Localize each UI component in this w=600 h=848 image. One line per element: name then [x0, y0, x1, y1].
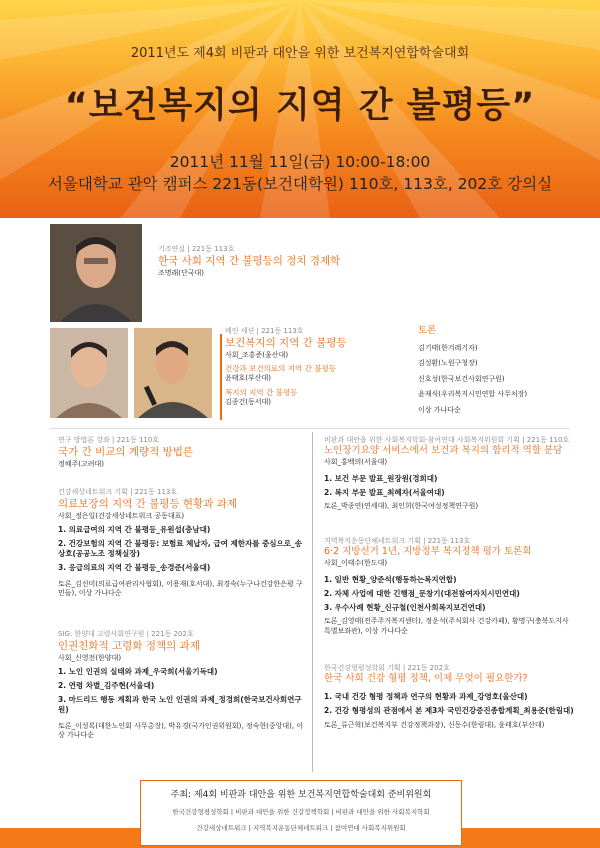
session-item: 2. 건강보험의 지역 간 불평등: 보험료 체납자, 급여 제한자를 중심으로_송상호(공공노조 정책실장) — [58, 539, 303, 559]
session-discussion: 토론_김선미(의료급여관리사협회), 이용재(호서대), 최경숙(누구나건강한은평 구민들), 이상 가나다순 — [58, 579, 303, 597]
keynote-speaker: 조명래(단국대) — [158, 268, 205, 277]
discussion-title: 토론 — [418, 325, 437, 336]
session-title: 의료보장의 지역 간 불평등 현황과 과제 — [58, 498, 237, 511]
panelist: 김성환(노원구청장) — [418, 359, 478, 368]
session-title: 6·2 지방선거 1년, 지방정부 복지정책 평가 토론회 — [324, 546, 532, 558]
column-divider — [312, 432, 313, 772]
organizer-box — [140, 780, 462, 846]
right-session-1 — [324, 436, 574, 511]
session-label: 건강세상네트워크 기획 | 221동 113호 — [58, 488, 178, 496]
main-talk-title: 건강과 보건의료의 지역 간 불평등 — [225, 364, 336, 374]
panelist: 신호성(한국보건사회연구원) — [418, 374, 505, 383]
panelist: 김기태(한겨레기자) — [418, 343, 478, 352]
speaker-photo-1 — [50, 328, 128, 418]
session-discussion: 토론_박종연(연세대), 최인희(한국여성정책연구원) — [324, 501, 479, 510]
session-item: 1. 보건 부문 발표_원장원(경희대) — [324, 473, 438, 483]
organizer-heading: 주최: 제4회 비판과 대안을 위한 보건복지연합학술대회 준비위원회 — [170, 790, 432, 800]
session-item: 1. 일반 현황_양준석(행동하는복지연합) — [324, 574, 457, 584]
session-discussion: 토론_류근혁(보건복지부 건강정책과장), 신동수(한림대), 윤태호(부산대) — [324, 720, 545, 729]
main-session-label: 메인 세션 | 221동 113호 — [225, 327, 304, 335]
main-session-block — [225, 327, 410, 407]
right-session-2 — [324, 537, 574, 636]
session-item: 1. 국내 건강 형평 정책과 연구의 현황과 과제_강영호(울산대) — [324, 692, 528, 702]
keynote-block — [158, 245, 488, 278]
session-label: 연구 방법론 강좌 | 221동 110호 — [58, 436, 160, 444]
session-moderator: 사회_홍백의(서울대) — [324, 458, 388, 467]
main-talk-title: 복지의 지역 간 불평등 — [225, 387, 298, 397]
main-session-divider — [220, 334, 222, 420]
session-item: 2. 연령 차별_김주현(서울대) — [58, 681, 155, 691]
session-moderator: 사회_신영전(한양대) — [58, 653, 122, 662]
page-title: “보건복지의 지역 간 불평등” — [64, 86, 536, 126]
main-session-title: 보건복지의 지역 간 불평등 — [225, 337, 347, 350]
session-item: 2. 복지 부문 발표_최혜자(서울여대) — [324, 487, 445, 497]
session-moderator: 사회_정은일(건강세상네트워크 공동대표) — [58, 511, 185, 520]
keynote-title: 한국 사회 지역 간 불평등의 정치 경제학 — [158, 255, 341, 268]
discussion-block — [418, 325, 598, 415]
session-title: 인권친화적 고령화 정책의 과제 — [58, 640, 200, 653]
session-item: 3. 응급의료의 지역 간 불평등_송경준(서울대) — [58, 563, 211, 573]
panelist: 윤재식(우리복지시민연합 사무처장) — [418, 390, 528, 399]
conference-name: 2011년도 제4회 비판과 대안을 위한 보건복지연합학술대회 — [130, 46, 470, 61]
session-title: 국가 간 비교의 계량적 방법론 — [58, 446, 194, 459]
keynote-speaker-photo — [50, 224, 142, 322]
session-discussion: 토론_김영태(전주주거복지센터), 정운석(주식회사 건강카페), 황명구(충북도지사 특별보좌관), 이상 가나다순 — [324, 617, 569, 635]
session-moderator: 사회_이태수(한도대) — [324, 559, 388, 568]
left-session-3 — [58, 630, 308, 740]
event-date: 2011년 11월 11일(금) 10:00-18:00 — [169, 153, 431, 171]
panelist-note: 이상 가나다순 — [418, 405, 461, 414]
session-label: 한국건강형평성학회 기획 | 221동 202호 — [324, 664, 450, 672]
organizer-line: 건강세상네트워크 | 지역복지운동단체네트워크 | 참여연대 사회복지위원회 — [196, 824, 406, 832]
session-moderator: 정혜주(고려대) — [58, 459, 105, 468]
session-item: 3. 마드리드 행동 계획과 한국 노인 인권의 과제_정경희(한국보건사회연구원) — [58, 695, 302, 715]
main-talk-speaker: 김종건(동서대) — [225, 397, 272, 406]
session-discussion: 토론_이성록(대한노인회 사무총장), 박유경(국가인권위원회), 정숙현(중앙대), 이상 가나다순 — [58, 721, 304, 739]
session-item: 3. 우수사례 현황_신규철(인천사회복지보건연대) — [324, 602, 486, 612]
session-item: 2. 건강 형평성의 관점에서 본 제3차 국민건강증진종합계획_최용준(한림대) — [324, 706, 574, 716]
left-session-1 — [58, 436, 308, 469]
session-title: 한국 사회 건강 형평 정책, 이제 무엇이 필요한가? — [324, 673, 528, 685]
main-talk-speaker: 윤태호(부산대) — [225, 374, 272, 383]
session-item: 1. 노인 인권의 실태와 과제_우국희(서울기독대) — [58, 667, 218, 677]
header-band — [0, 0, 600, 218]
session-title: 노인장기요양 서비스에서 보건과 복지의 합리적 역할 분담 — [324, 445, 563, 457]
event-venue: 서울대학교 관악 캠퍼스 221동(보건대학원) 110호, 113호, 202호 강의실 — [47, 175, 553, 193]
speaker-photo-2 — [134, 328, 212, 418]
session-label: SIG: 한양대 고령사회연구원 | 221동 202호 — [58, 630, 194, 638]
keynote-label: 기조연설 | 221동 113호 — [158, 245, 235, 253]
section-separator — [50, 428, 570, 429]
right-session-3 — [324, 664, 574, 730]
session-label: 비판과 대안을 위한 사회복지학회·참여연대 사회복지위원회 기획 | 221동 110호 — [324, 436, 570, 444]
session-item: 1. 의료급여의 지역 간 불평등_유원섭(충남대) — [58, 525, 211, 535]
session-label: 지역복지운동단체네트워크 기획 | 221동 113호 — [324, 537, 471, 545]
left-session-2 — [58, 488, 308, 598]
organizer-line: 한국건강형평성학회 | 비판과 대안을 위한 건강정책학회 | 비판과 대안을 위한 사회복지학회 — [172, 808, 430, 816]
session-item: 2. 자체 사업에 대한 긴행점_문창기(대전참여자치시민연대) — [324, 588, 520, 598]
main-session-moderator: 사회_조흥준(울산대) — [225, 350, 289, 359]
